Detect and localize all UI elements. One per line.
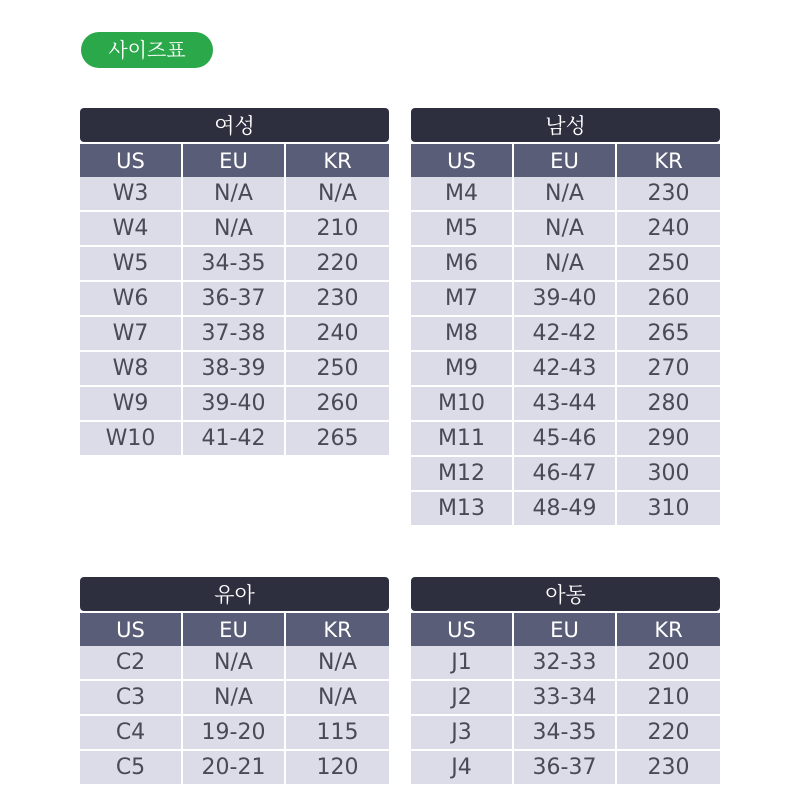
- table-row: [411, 646, 720, 681]
- table-cell: 34-35: [514, 716, 617, 751]
- infant-size-table: [80, 577, 389, 786]
- col-header-eu: EU: [183, 613, 286, 646]
- table-cell: 36-37: [514, 751, 617, 786]
- table-cell: W6: [80, 282, 183, 317]
- table-row: [80, 352, 389, 387]
- table-cell: 220: [286, 247, 389, 282]
- table-row: [411, 247, 720, 282]
- table-row: [80, 422, 389, 457]
- col-header-kr: KR: [617, 144, 720, 177]
- table-cell: 37-38: [183, 317, 286, 352]
- col-header-us: US: [411, 144, 514, 177]
- table-cell: M13: [411, 492, 514, 527]
- table-cell: 120: [286, 751, 389, 786]
- table-title: 여성: [80, 108, 389, 142]
- table-cell: N/A: [514, 247, 617, 282]
- table-cell: 210: [617, 681, 720, 716]
- table-cell: 39-40: [183, 387, 286, 422]
- table-cell: 300: [617, 457, 720, 492]
- table-cell: 260: [617, 282, 720, 317]
- table-cell: 42-42: [514, 317, 617, 352]
- table-cell: 230: [617, 177, 720, 212]
- table-cell: 250: [617, 247, 720, 282]
- table-cell: J3: [411, 716, 514, 751]
- table-cell: N/A: [286, 646, 389, 681]
- table-cell: N/A: [183, 177, 286, 212]
- table-row: [411, 177, 720, 212]
- table-cell: N/A: [514, 177, 617, 212]
- table-cell: 48-49: [514, 492, 617, 527]
- table-cell: 230: [286, 282, 389, 317]
- table-cell: 220: [617, 716, 720, 751]
- table-row: [80, 387, 389, 422]
- col-header-kr: KR: [617, 613, 720, 646]
- table-cell: 115: [286, 716, 389, 751]
- table-row: [80, 317, 389, 352]
- table-cell: C5: [80, 751, 183, 786]
- table-row: [80, 177, 389, 212]
- table-cell: N/A: [183, 646, 286, 681]
- table-cell: 33-34: [514, 681, 617, 716]
- men-size-table: [411, 108, 720, 527]
- table-row: [411, 387, 720, 422]
- table-cell: 36-37: [183, 282, 286, 317]
- table-row: [80, 282, 389, 317]
- table-cell: N/A: [183, 212, 286, 247]
- table-cell: W10: [80, 422, 183, 457]
- table-row: [80, 247, 389, 282]
- table-cell: J4: [411, 751, 514, 786]
- col-header-eu: EU: [183, 144, 286, 177]
- table-row: [80, 751, 389, 786]
- table-cell: 19-20: [183, 716, 286, 751]
- table-cell: C3: [80, 681, 183, 716]
- table-cell: 46-47: [514, 457, 617, 492]
- table-row: [411, 751, 720, 786]
- table-row: [411, 317, 720, 352]
- col-header-us: US: [80, 144, 183, 177]
- table-cell: M6: [411, 247, 514, 282]
- table-cell: 310: [617, 492, 720, 527]
- col-header-us: US: [411, 613, 514, 646]
- col-header-kr: KR: [286, 613, 389, 646]
- table-row: [411, 716, 720, 751]
- table-cell: 240: [286, 317, 389, 352]
- table-cell: 280: [617, 387, 720, 422]
- table-cell: M9: [411, 352, 514, 387]
- table-cell: 265: [617, 317, 720, 352]
- table-row: [80, 681, 389, 716]
- table-cell: 45-46: [514, 422, 617, 457]
- size-chart-badge: 사이즈표: [81, 32, 213, 68]
- table-cell: 265: [286, 422, 389, 457]
- table-cell: 250: [286, 352, 389, 387]
- table-row: [411, 212, 720, 247]
- table-cell: 290: [617, 422, 720, 457]
- table-cell: N/A: [286, 681, 389, 716]
- table-row: [80, 646, 389, 681]
- table-cell: N/A: [514, 212, 617, 247]
- table-cell: 42-43: [514, 352, 617, 387]
- col-header-us: US: [80, 613, 183, 646]
- table-cell: 39-40: [514, 282, 617, 317]
- table-title: 유아: [80, 577, 389, 611]
- table-cell: 41-42: [183, 422, 286, 457]
- table-title: 남성: [411, 108, 720, 142]
- table-cell: J1: [411, 646, 514, 681]
- table-cell: M12: [411, 457, 514, 492]
- table-row: [411, 352, 720, 387]
- table-cell: C2: [80, 646, 183, 681]
- table-cell: M8: [411, 317, 514, 352]
- table-row: [411, 457, 720, 492]
- table-cell: M5: [411, 212, 514, 247]
- table-cell: N/A: [286, 177, 389, 212]
- col-header-kr: KR: [286, 144, 389, 177]
- table-cell: 210: [286, 212, 389, 247]
- table-cell: 32-33: [514, 646, 617, 681]
- table-row: [411, 282, 720, 317]
- table-cell: N/A: [183, 681, 286, 716]
- table-row: [80, 716, 389, 751]
- col-header-eu: EU: [514, 144, 617, 177]
- table-cell: 260: [286, 387, 389, 422]
- table-cell: 200: [617, 646, 720, 681]
- table-row: [80, 212, 389, 247]
- table-cell: 34-35: [183, 247, 286, 282]
- kids-size-table: [411, 577, 720, 786]
- table-row: [411, 681, 720, 716]
- table-cell: 20-21: [183, 751, 286, 786]
- women-size-table: [80, 108, 389, 457]
- table-cell: J2: [411, 681, 514, 716]
- table-cell: 270: [617, 352, 720, 387]
- table-cell: M11: [411, 422, 514, 457]
- table-cell: M7: [411, 282, 514, 317]
- table-cell: W4: [80, 212, 183, 247]
- table-cell: 38-39: [183, 352, 286, 387]
- table-cell: W9: [80, 387, 183, 422]
- table-cell: W8: [80, 352, 183, 387]
- table-row: [411, 492, 720, 527]
- table-cell: C4: [80, 716, 183, 751]
- table-cell: 240: [617, 212, 720, 247]
- table-title: 아동: [411, 577, 720, 611]
- table-row: [411, 422, 720, 457]
- table-cell: M10: [411, 387, 514, 422]
- col-header-eu: EU: [514, 613, 617, 646]
- table-cell: 230: [617, 751, 720, 786]
- table-cell: W7: [80, 317, 183, 352]
- table-cell: 43-44: [514, 387, 617, 422]
- table-cell: M4: [411, 177, 514, 212]
- table-cell: W5: [80, 247, 183, 282]
- table-cell: W3: [80, 177, 183, 212]
